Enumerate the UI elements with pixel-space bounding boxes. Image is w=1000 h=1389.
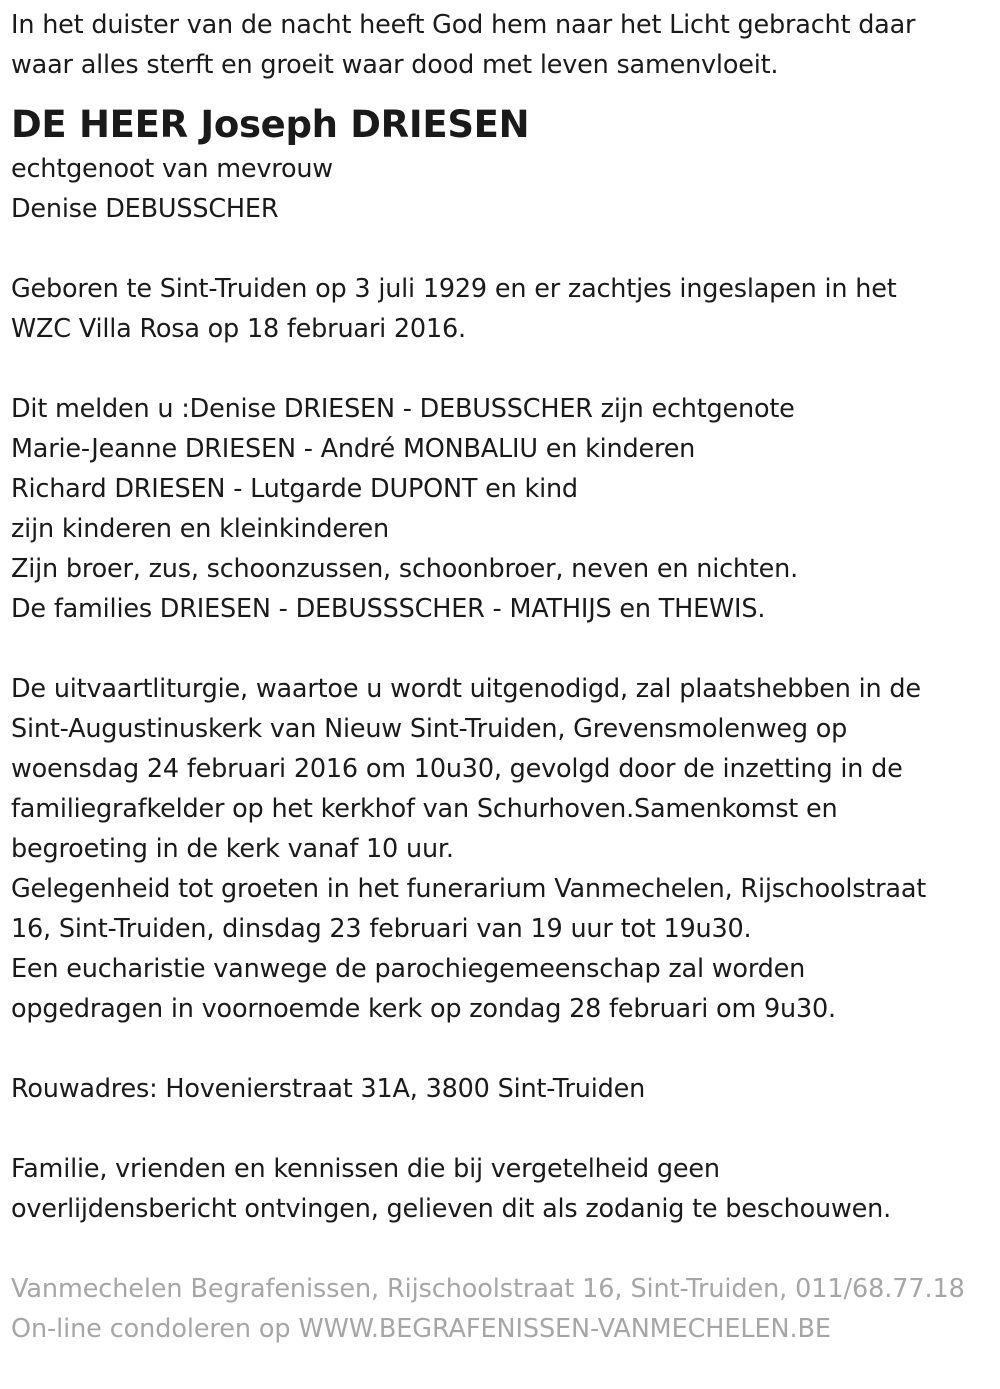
announcement-section <box>11 389 996 629</box>
spacer <box>11 629 996 669</box>
ceremony-section <box>11 669 996 1029</box>
birth-death-section <box>11 269 996 349</box>
condolence-link[interactable]: On-line condoleren op WWW.BEGRAFENISSEN-VANMECHELEN.BE <box>11 1314 831 1344</box>
mourning-address: Rouwadres: Hovenierstraat 31A, 3800 Sint-Truiden <box>11 1074 646 1104</box>
spacer <box>11 349 996 389</box>
spacer <box>11 1229 996 1269</box>
ceremony-line: opgedragen in voornoemde kerk op zondag 28 februari om 9u30. <box>11 994 836 1024</box>
ceremony-line: Een eucharistie vanwege de parochiegemeenschap zal worden <box>11 954 806 984</box>
ceremony-line: 16, Sint-Truiden, dinsdag 23 februari van 19 uur tot 19u30. <box>11 914 752 944</box>
notice-section <box>11 1149 996 1229</box>
announcement-line: Marie-Jeanne DRIESEN - André MONBALIU en kinderen <box>11 434 696 464</box>
birth-death-line: Geboren te Sint-Truiden op 3 juli 1929 en er zachtjes ingeslapen in het <box>11 274 897 304</box>
ceremony-line: familiegrafkelder op het kerkhof van Schurhoven.Samenkomst en <box>11 794 838 824</box>
ceremony-line: begroeting in de kerk vanaf 10 uur. <box>11 834 454 864</box>
notice-line: Familie, vrienden en kennissen die bij vergetelheid geen <box>11 1154 720 1184</box>
ceremony-line: Sint-Augustinuskerk van Nieuw Sint-Truiden, Grevensmolenweg op <box>11 714 848 744</box>
announcement-line: zijn kinderen en kleinkinderen <box>11 514 389 544</box>
ceremony-line: De uitvaartliturgie, waartoe u wordt uitgenodigd, zal plaatshebben in de <box>11 674 921 704</box>
intro-line: In het duister van de nacht heeft God hem naar het Licht gebracht daar <box>11 10 916 40</box>
intro-quote <box>11 5 996 85</box>
deceased-name: DE HEER Joseph DRIESEN <box>11 103 530 146</box>
spouse-name: Denise DEBUSSCHER <box>11 194 279 224</box>
ceremony-line: woensdag 24 februari 2016 om 10u30, gevolgd door de inzetting in de <box>11 754 903 784</box>
notice-line: overlijdensbericht ontvingen, gelieven dit als zodanig te beschouwen. <box>11 1194 892 1224</box>
funeral-home-info: Vanmechelen Begrafenissen, Rijschoolstraat 16, Sint-Truiden, 011/68.77.18 <box>11 1274 965 1304</box>
spacer <box>11 229 996 269</box>
spacer <box>11 1109 996 1149</box>
ceremony-line: Gelegenheid tot groeten in het funerarium Vanmechelen, Rijschoolstraat <box>11 874 927 904</box>
birth-death-line: WZC Villa Rosa op 18 februari 2016. <box>11 314 466 344</box>
intro-line: waar alles sterft en groeit waar dood met leven samenvloeit. <box>11 50 779 80</box>
announcement-line: Dit melden u :Denise DRIESEN - DEBUSSCHER zijn echtgenote <box>11 394 795 424</box>
spacer <box>11 1029 996 1069</box>
announcement-line: Richard DRIESEN - Lutgarde DUPONT en kind <box>11 474 578 504</box>
spouse-line: echtgenoot van mevrouw <box>11 154 333 184</box>
footer <box>11 1269 996 1349</box>
announcement-line: Zijn broer, zus, schoonzussen, schoonbroer, neven en nichten. <box>11 554 799 584</box>
announcement-line: De families DRIESEN - DEBUSSSCHER - MATHIJS en THEWIS. <box>11 594 766 624</box>
obituary-notice <box>11 5 996 1349</box>
